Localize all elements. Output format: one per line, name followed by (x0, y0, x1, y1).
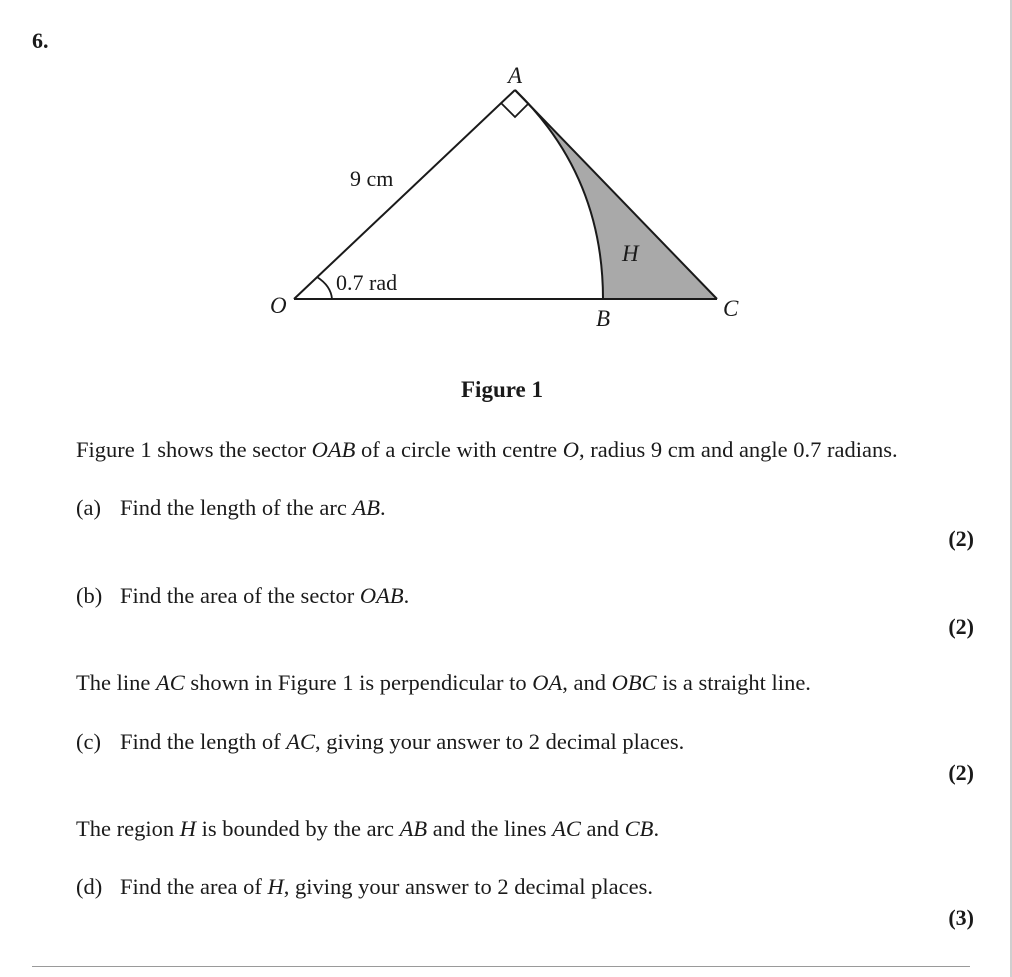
stem-d-text: The region H is bounded by the arc AB and the lines AC and CB. (76, 816, 660, 841)
intro-text: Figure 1 shows the sector OAB of a circle with centre O, radius 9 cm and angle 0.7 radians. (76, 437, 898, 462)
figure-caption: Figure 1 (461, 377, 543, 402)
part-b-question: (b) Find the area of the sector OAB. (76, 583, 410, 608)
part-d-question: (d) Find the area of H, giving your answer to 2 decimal places. (76, 874, 653, 899)
right-angle-marker (501, 103, 529, 117)
vertex-label-o: O (270, 293, 287, 318)
vertex-label-b: B (596, 306, 611, 331)
question-number: 6. (32, 28, 49, 53)
part-c-question: (c) Find the length of AC, giving your answer to 2 decimal places. (76, 729, 685, 754)
angle-arc-o (317, 277, 332, 299)
part-c-marks: (2) (948, 760, 974, 785)
part-d-marks: (3) (948, 905, 974, 930)
vertex-label-a: A (508, 63, 523, 88)
angle-label: 0.7 rad (336, 270, 398, 295)
sector-figure (0, 0, 1012, 420)
region-label-h: H (622, 241, 639, 266)
part-b-marks: (2) (948, 614, 974, 639)
part-a-marks: (2) (948, 526, 974, 551)
part-a-question: (a) Find the length of the arc AB. (76, 495, 386, 520)
stem-c-text: The line AC shown in Figure 1 is perpendicular to OA, and OBC is a straight line. (76, 670, 811, 695)
side-length-label: 9 cm (350, 166, 394, 191)
vertex-label-c: C (723, 296, 739, 321)
bottom-divider (32, 966, 970, 967)
line-oa (294, 90, 515, 299)
